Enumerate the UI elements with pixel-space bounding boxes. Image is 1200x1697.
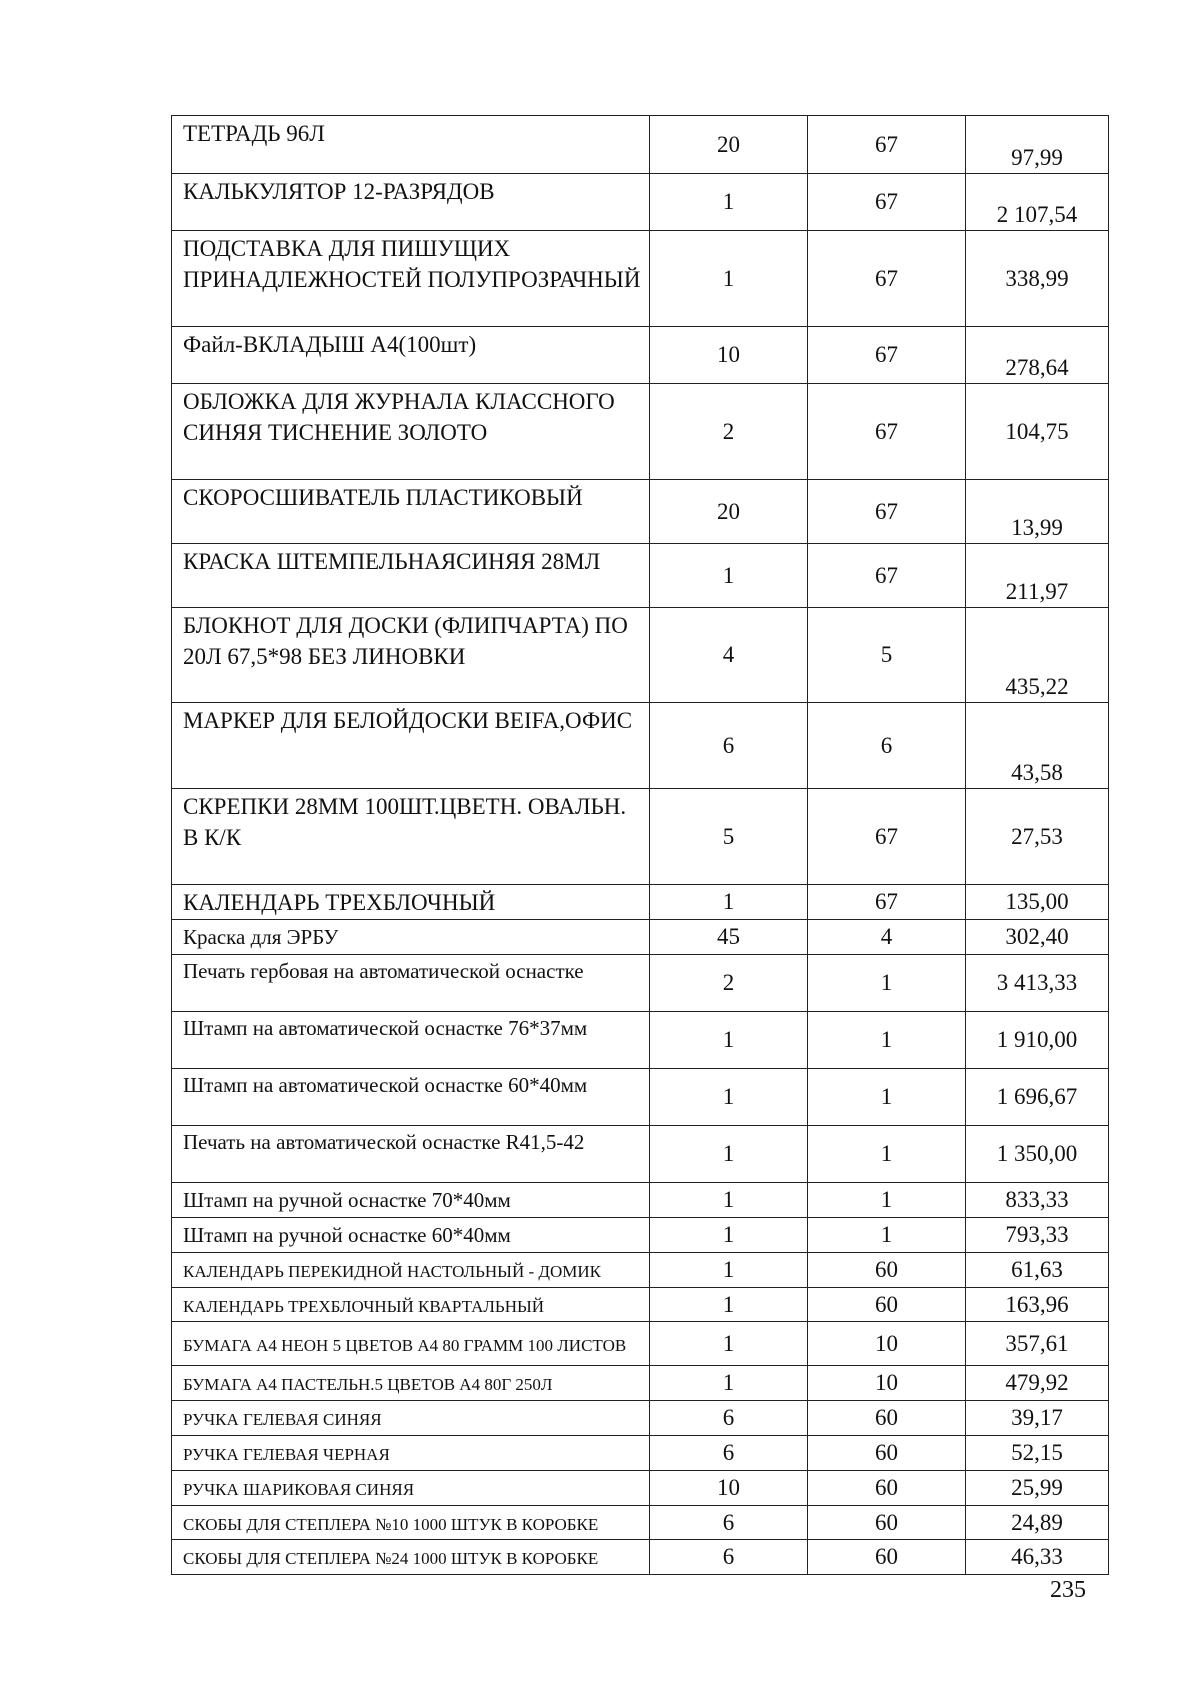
page-number: 235 [1050,1577,1086,1603]
item-count: 60 [808,1288,966,1322]
item-price: 338,99 [966,231,1109,327]
item-name: КАЛЕНДАРЬ ПЕРЕКИДНОЙ НАСТОЛЬНЫЙ - ДОМИК [172,1253,650,1288]
item-quantity: 5 [650,789,808,885]
item-quantity: 2 [650,384,808,480]
table-row [172,955,1109,1012]
item-name: СКРЕПКИ 28ММ 100ШТ.ЦВЕТН. ОВАЛЬН. В К/К [172,789,650,885]
item-quantity: 1 [650,1253,808,1288]
item-count: 67 [808,789,966,885]
item-count: 1 [808,1183,966,1218]
item-count: 67 [808,231,966,327]
table-row [172,1012,1109,1069]
item-name: БУМАГА А4 НЕОН 5 ЦВЕТОВ А4 80 ГРАММ 100 ЛИСТОВ [172,1322,650,1366]
table-row [172,544,1109,608]
item-count: 1 [808,955,966,1012]
item-count: 67 [808,544,966,608]
item-name: КАЛЕНДАРЬ ТРЕХБЛОЧНЫЙ [172,885,650,920]
item-price: 52,15 [966,1436,1109,1471]
item-name: ОБЛОЖКА ДЛЯ ЖУРНАЛА КЛАССНОГО СИНЯЯ ТИСНЕНИЕ ЗОЛОТО [172,384,650,480]
item-quantity: 1 [650,1366,808,1401]
item-price: 479,92 [966,1366,1109,1401]
item-price: 833,33 [966,1183,1109,1218]
table-row [172,1436,1109,1471]
item-count: 1 [808,1218,966,1253]
item-price: 61,63 [966,1253,1109,1288]
item-price: 43,58 [966,703,1109,789]
item-price: 27,53 [966,789,1109,885]
item-price: 25,99 [966,1471,1109,1506]
table-row [172,789,1109,885]
table-row [172,1218,1109,1253]
item-quantity: 1 [650,1012,808,1069]
table-row [172,327,1109,384]
item-price: 793,33 [966,1218,1109,1253]
table-row [172,1069,1109,1126]
table-row [172,920,1109,955]
item-name: Штамп на ручной оснастке 60*40мм [172,1218,650,1253]
item-quantity: 10 [650,1471,808,1506]
item-quantity: 1 [650,1126,808,1183]
item-name: ПОДСТАВКА ДЛЯ ПИШУЩИХ ПРИНАДЛЕЖНОСТЕЙ ПОЛУПРОЗРАЧНЫЙ [172,231,650,327]
item-price: 3 413,33 [966,955,1109,1012]
item-count: 60 [808,1471,966,1506]
item-count: 67 [808,116,966,174]
item-name: РУЧКА ГЕЛЕВАЯ СИНЯЯ [172,1401,650,1436]
item-quantity: 45 [650,920,808,955]
table-row [172,1288,1109,1322]
item-name: БЛОКНОТ ДЛЯ ДОСКИ (ФЛИПЧАРТА) ПО 20Л 67,5*98 БЕЗ ЛИНОВКИ [172,608,650,703]
item-quantity: 1 [650,231,808,327]
item-name: Штамп на автоматической оснастке 76*37мм [172,1012,650,1069]
item-count: 10 [808,1366,966,1401]
item-quantity: 1 [650,1322,808,1366]
item-price: 1 350,00 [966,1126,1109,1183]
table-row [172,885,1109,920]
table-row [172,384,1109,480]
item-quantity: 1 [650,174,808,231]
item-name: МАРКЕР ДЛЯ БЕЛОЙДОСКИ BEIFA,ОФИС [172,703,650,789]
item-price: 135,00 [966,885,1109,920]
item-quantity: 20 [650,116,808,174]
table-row [172,1401,1109,1436]
table-row [172,1126,1109,1183]
table-row [172,1322,1109,1366]
item-name: Печать гербовая на автоматической оснастке [172,955,650,1012]
item-quantity: 6 [650,703,808,789]
item-name: ТЕТРАДЬ 96Л [172,116,650,174]
item-quantity: 1 [650,544,808,608]
table-row [172,231,1109,327]
item-quantity: 1 [650,1183,808,1218]
item-price: 39,17 [966,1401,1109,1436]
item-name: Штамп на автоматической оснастке 60*40мм [172,1069,650,1126]
table-row [172,703,1109,789]
item-count: 67 [808,384,966,480]
item-name: КРАСКА ШТЕМПЕЛЬНАЯСИНЯЯ 28МЛ [172,544,650,608]
items-table [171,115,1109,1575]
item-price: 1 910,00 [966,1012,1109,1069]
table-row [172,1471,1109,1506]
item-price: 211,97 [966,544,1109,608]
table-row [172,1253,1109,1288]
item-quantity: 4 [650,608,808,703]
item-count: 67 [808,327,966,384]
item-quantity: 6 [650,1506,808,1540]
item-count: 10 [808,1322,966,1366]
item-count: 67 [808,480,966,544]
item-price: 46,33 [966,1540,1109,1575]
item-count: 5 [808,608,966,703]
item-count: 60 [808,1436,966,1471]
item-count: 4 [808,920,966,955]
item-quantity: 1 [650,885,808,920]
item-name: КАЛЬКУЛЯТОР 12-РАЗРЯДОВ [172,174,650,231]
item-quantity: 6 [650,1436,808,1471]
item-name: РУЧКА ГЕЛЕВАЯ ЧЕРНАЯ [172,1436,650,1471]
item-count: 60 [808,1401,966,1436]
item-count: 67 [808,174,966,231]
table-row [172,1183,1109,1218]
item-name: СКОБЫ ДЛЯ СТЕПЛЕРА №24 1000 ШТУК В КОРОБКЕ [172,1540,650,1575]
item-name: КАЛЕНДАРЬ ТРЕХБЛОЧНЫЙ КВАРТАЛЬНЫЙ [172,1288,650,1322]
table-row [172,1366,1109,1401]
item-count: 67 [808,885,966,920]
item-price: 278,64 [966,327,1109,384]
item-price: 97,99 [966,116,1109,174]
item-name: Печать на автоматической оснастке R41,5-42 [172,1126,650,1183]
item-price: 302,40 [966,920,1109,955]
table-row [172,608,1109,703]
item-quantity: 6 [650,1401,808,1436]
item-quantity: 1 [650,1069,808,1126]
item-price: 1 696,67 [966,1069,1109,1126]
table-row [172,116,1109,174]
item-name: БУМАГА А4 ПАСТЕЛЬН.5 ЦВЕТОВ А4 80Г 250Л [172,1366,650,1401]
item-count: 1 [808,1126,966,1183]
item-name: Файл-ВКЛАДЫШ А4(100шт) [172,327,650,384]
item-name: СКОРОСШИВАТЕЛЬ ПЛАСТИКОВЫЙ [172,480,650,544]
item-quantity: 10 [650,327,808,384]
item-name: Штамп на ручной оснастке 70*40мм [172,1183,650,1218]
item-name: РУЧКА ШАРИКОВАЯ СИНЯЯ [172,1471,650,1506]
item-count: 1 [808,1012,966,1069]
item-quantity: 20 [650,480,808,544]
item-count: 60 [808,1540,966,1575]
item-price: 2 107,54 [966,174,1109,231]
item-quantity: 1 [650,1288,808,1322]
table-row [172,1540,1109,1575]
item-count: 1 [808,1069,966,1126]
item-name: СКОБЫ ДЛЯ СТЕПЛЕРА №10 1000 ШТУК В КОРОБКЕ [172,1506,650,1540]
item-price: 24,89 [966,1506,1109,1540]
item-count: 6 [808,703,966,789]
item-price: 104,75 [966,384,1109,480]
item-price: 435,22 [966,608,1109,703]
item-quantity: 6 [650,1540,808,1575]
item-price: 357,61 [966,1322,1109,1366]
item-price: 13,99 [966,480,1109,544]
table-row [172,480,1109,544]
item-count: 60 [808,1253,966,1288]
item-quantity: 1 [650,1218,808,1253]
table-row [172,1506,1109,1540]
item-name: Краска для ЭРБУ [172,920,650,955]
table-row [172,174,1109,231]
item-quantity: 2 [650,955,808,1012]
item-count: 60 [808,1506,966,1540]
item-price: 163,96 [966,1288,1109,1322]
